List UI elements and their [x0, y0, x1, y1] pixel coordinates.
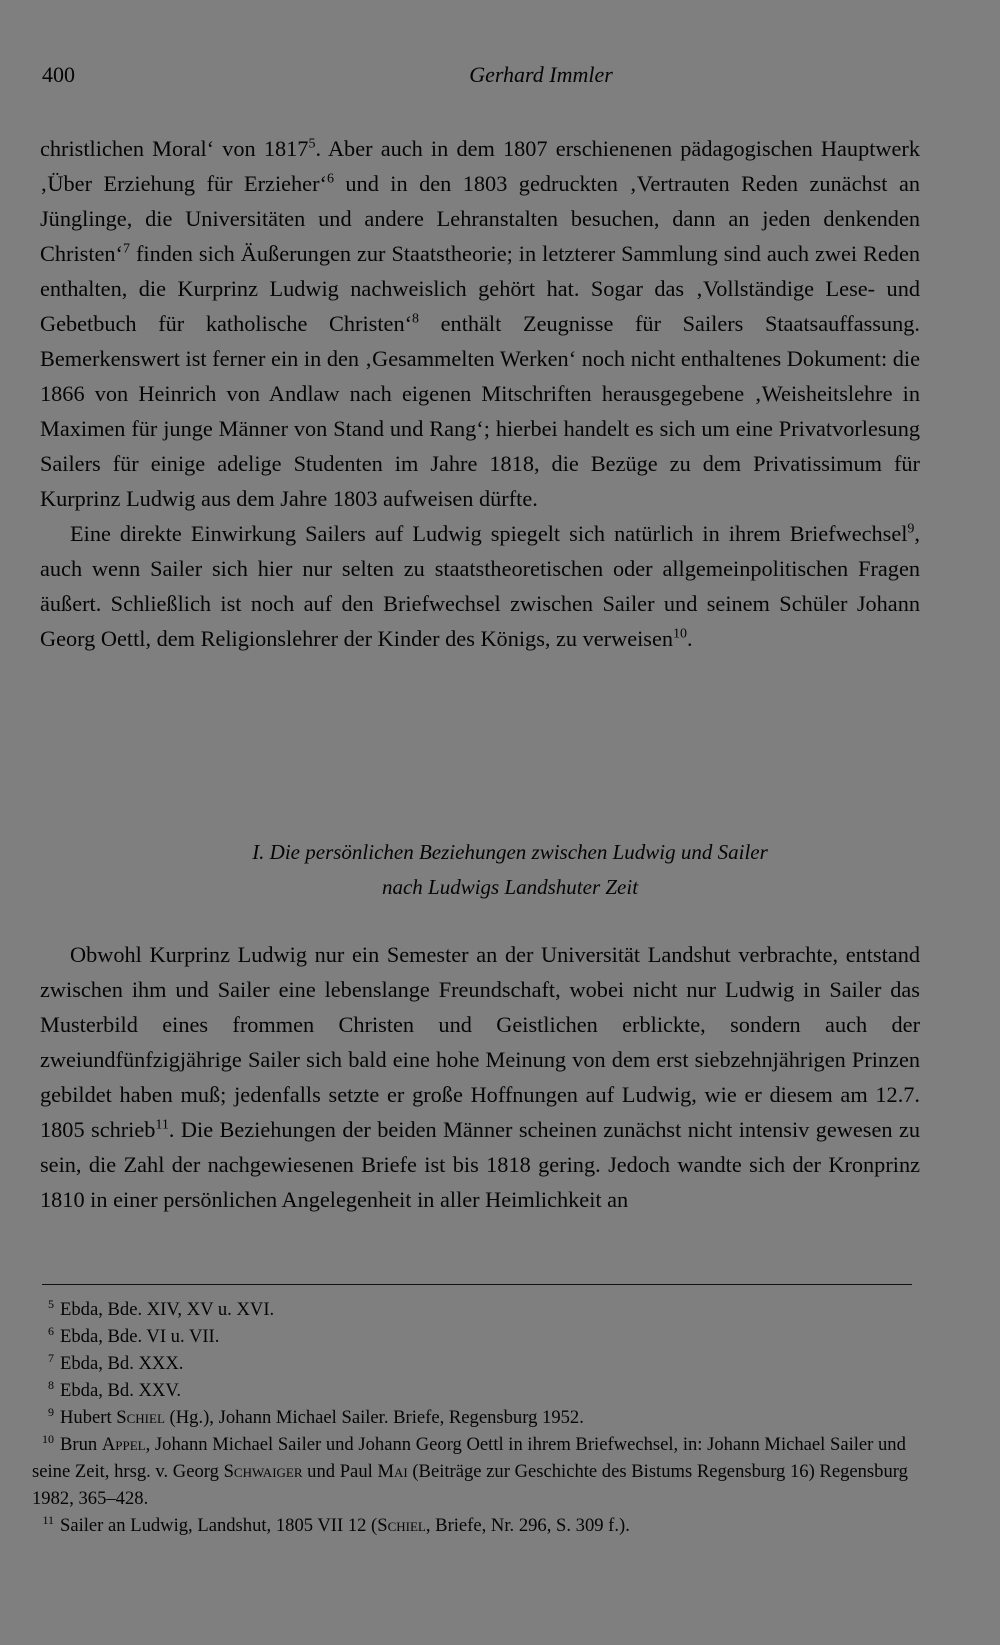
paragraph-3	[40, 937, 920, 1217]
text-segment: , Johann Michael Sailer und Johann Georg Oettl in ihrem Briefwechsel, in: Johann Michael Sailer und seine Zeit, hrsg. v. Georg	[32, 1434, 906, 1482]
text-segment: Eine direkte Einwirkung Sailers auf Ludwig spiegelt sich natürlich in ihrem Briefwechsel	[70, 521, 908, 546]
text-segment: , Briefe, Nr. 296, S. 309 f.).	[425, 1515, 630, 1536]
text-segment: enthält Zeugnisse für Sailers Staatsauffassung. Bemerkenswert ist ferner ein in den ‚Gesammelten Werken‘ noch nicht enthaltenes Dokument: die 1866 von Heinrich von Andlaw nach eigenen Mitschriften herausgegebene ‚Weisheitslehre in Maximen für junge Männer von Stand und Rang‘; hierbei handelt es sich um eine Privatvorlesung Sailers für einige adelige Studenten im Jahre 1818, die Bezüge zu dem Privatissimum für Kurprinz Ludwig aus dem Jahre 1803 aufweisen dürfte.	[40, 311, 920, 511]
page-header	[42, 62, 920, 94]
text-segment: .	[687, 626, 693, 651]
footnote-5: 5 Ebda, Bde. XIV, XV u. XVI.	[48, 1296, 275, 1320]
text-segment: Ebda, Bde. XIV, XV u. XVI.	[60, 1299, 275, 1320]
text-segment: Ebda, Bd. XXV.	[60, 1380, 182, 1401]
footnotes	[32, 1296, 920, 1539]
body-text-upper	[40, 131, 920, 656]
text-segment: (Hg.), Johann Michael Sailer. Briefe, Regensburg 1952.	[164, 1407, 584, 1428]
running-head: Gerhard Immler	[469, 62, 613, 87]
text-segment: finden sich Äußerungen zur Staatstheorie; in letzterer Sammlung sind auch zwei Reden enthalten, die Kurprinz Ludwig nachweislich gehört hat. Sogar das ‚Vollständige Lese- und Gebetbuch für katholische Christen‘	[40, 241, 920, 336]
text-segment: . Die Beziehungen der beiden Männer scheinen zunächst nicht intensiv gewesen zu sein, die Zahl der nachgewiesenen Briefe ist bis 1818 gering. Jedoch wandte sich der Kronprinz 1810 in einer persönlichen Angelegenheit in aller Heimlichkeit an	[40, 1117, 920, 1212]
footnote-reference: 11	[155, 1117, 169, 1133]
footnote-6: 6 Ebda, Bde. VI u. VII.	[48, 1323, 220, 1347]
footnote-reference: 9	[907, 521, 915, 537]
footnote-reference: 6	[326, 171, 334, 187]
page-number: 400	[42, 62, 75, 87]
text-segment: Hubert	[60, 1407, 117, 1428]
section-heading-line-2: nach Ludwigs Landshuter Zeit	[381, 875, 639, 899]
author-name: Schiel	[116, 1407, 165, 1428]
paragraph-2	[40, 516, 920, 656]
footnote-8: 8 Ebda, Bd. XXV.	[48, 1377, 182, 1401]
text-segment: christlichen Moral‘ von 1817	[40, 136, 309, 161]
section-heading	[0, 835, 1000, 905]
paragraph-1	[40, 131, 920, 516]
author-name: Schiel	[377, 1515, 426, 1536]
text-segment: (Beiträge zur Geschichte des Bistums Regensburg 16) Regensburg 1982, 365–428.	[32, 1461, 908, 1509]
footnote-reference: 5	[308, 136, 316, 152]
text-segment: und in den 1803 gedruckten ‚Vertrauten Reden zunächst an Jünglinge, die Universitäten und andere Lehranstalten besuchen, dann an jeden denkenden Christen‘	[40, 171, 920, 266]
footnote-reference: 8	[412, 311, 420, 327]
footnote-divider	[42, 1284, 912, 1285]
author-name: Mai	[377, 1461, 408, 1482]
text-segment: . Aber auch in dem 1807 erschienenen pädagogischen Hauptwerk ‚Über Erziehung für Erzieher‘	[40, 136, 920, 196]
footnote-11: 11 Sailer an Ludwig, Landshut, 1805 VII 12 (Schiel, Briefe, Nr. 296, S. 309 f.).	[42, 1512, 630, 1536]
text-segment: und Paul	[302, 1461, 378, 1482]
body-text-lower	[40, 937, 920, 1217]
footnote-reference: 10	[673, 626, 688, 642]
text-segment: Ebda, Bd. XXX.	[60, 1353, 184, 1374]
text-segment: , auch wenn Sailer sich hier nur selten zu staatstheoretischen oder allgemeinpolitischen Fragen äußert. Schließlich ist noch auf den Briefwechsel zwischen Sailer und seinem Schüler Johann Georg Oettl, dem Religionslehrer der Kinder des Königs, zu verweisen	[40, 521, 920, 651]
section-heading-line-1: I. Die persönlichen Beziehungen zwischen Ludwig und Sailer	[252, 840, 768, 864]
text-segment: Sailer an Ludwig, Landshut, 1805 VII 12 (	[60, 1515, 378, 1536]
author-name: Schwaiger	[223, 1461, 303, 1482]
footnote-9: 9 Hubert Schiel (Hg.), Johann Michael Sailer. Briefe, Regensburg 1952.	[48, 1404, 584, 1428]
text-segment: Ebda, Bde. VI u. VII.	[60, 1326, 220, 1347]
footnote-10: 10 Brun Appel, Johann Michael Sailer und Johann Georg Oettl in ihrem Briefwechsel, in: Johann Michael Sailer und seine Zeit, hrsg. v. Georg Schwaiger und Paul Mai (Beiträge zur Geschichte des Bistums Regensburg 16) Regensburg 1982, 365–428.	[32, 1431, 908, 1509]
footnote-reference: 7	[122, 241, 130, 257]
author-name: Appel	[101, 1434, 146, 1455]
footnote-7: 7 Ebda, Bd. XXX.	[48, 1350, 184, 1374]
text-segment: Obwohl Kurprinz Ludwig nur ein Semester an der Universität Landshut verbrachte, entstand zwischen ihm und Sailer eine lebenslange Freundschaft, wobei nicht nur Ludwig in Sailer das Musterbild eines frommen Christen und Geistlichen erblickte, sondern auch der zweiundfünfzigjährige Sailer sich bald eine hohe Meinung von dem erst siebzehnjährigen Prinzen gebildet haben muß; jedenfalls setzte er große Hoffnungen auf Ludwig, wie er diesem am 12.7. 1805 schrieb	[40, 942, 920, 1142]
text-segment: Brun	[60, 1434, 102, 1455]
